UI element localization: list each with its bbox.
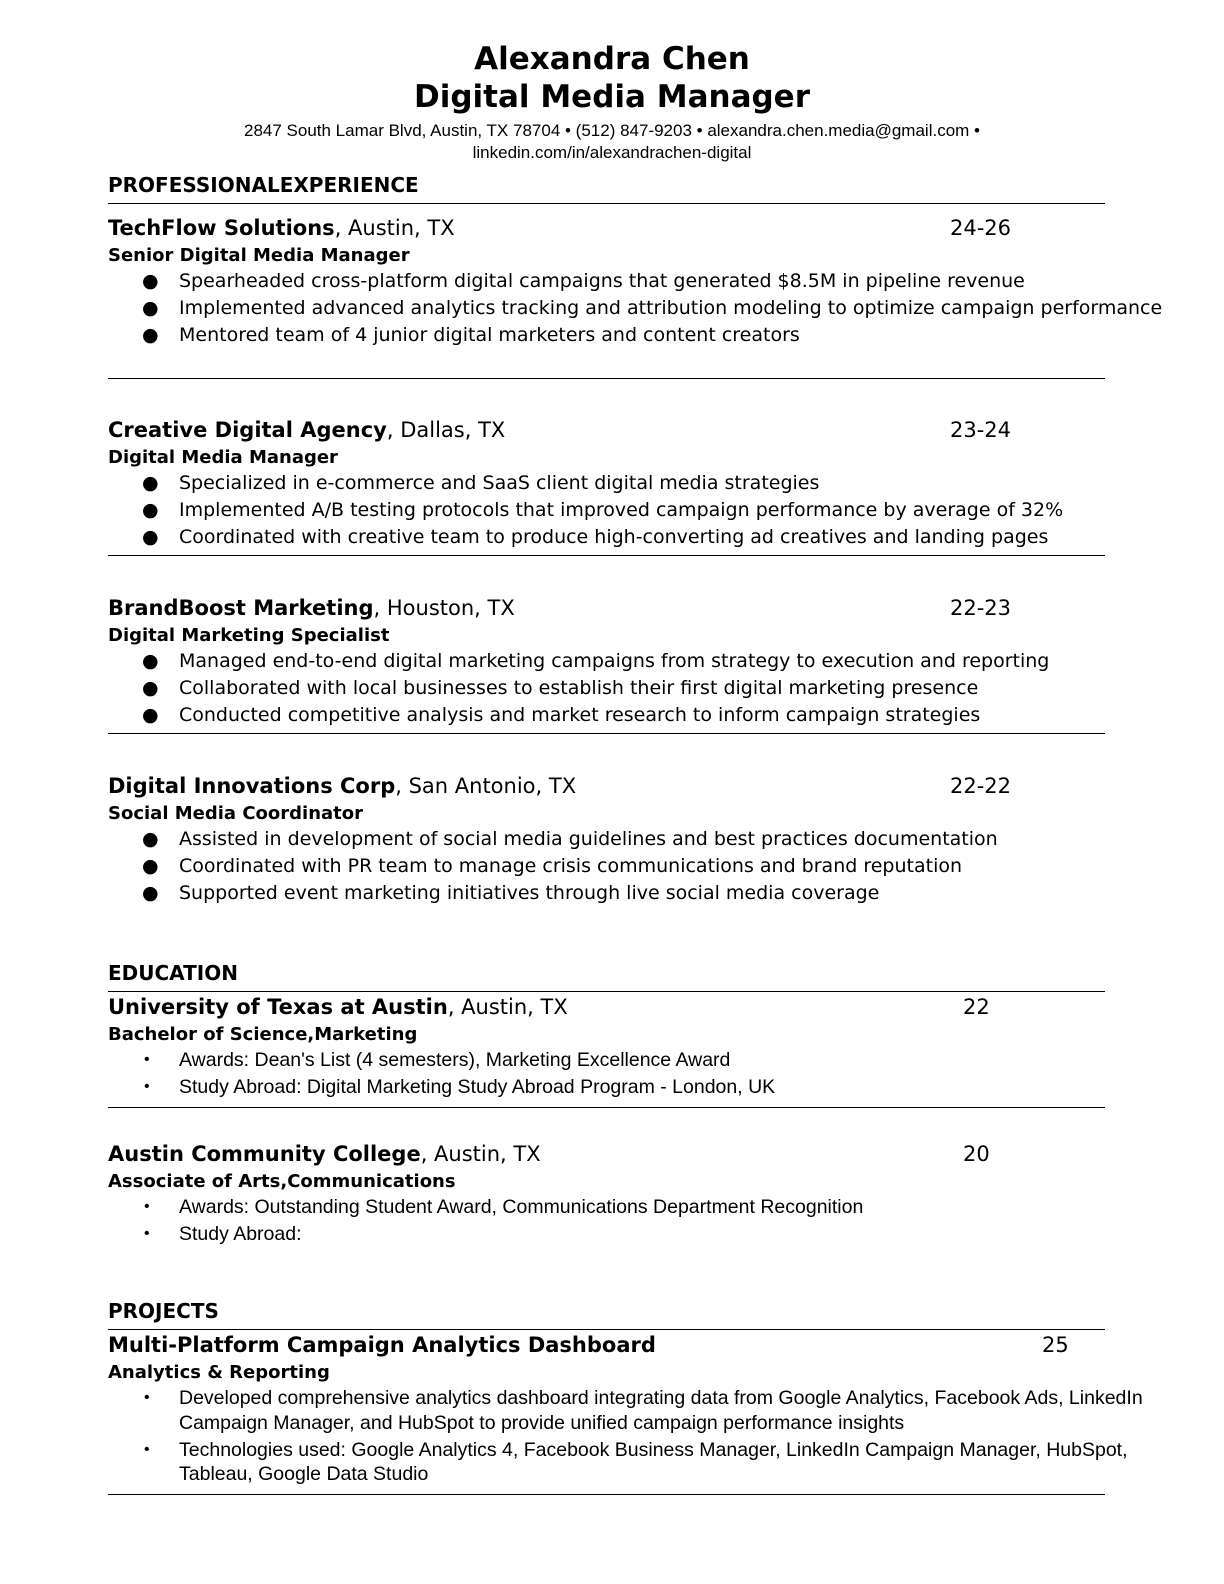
job-entry [108,214,1168,350]
bullet-icon: ● [142,297,159,319]
bullet-icon: • [144,1225,150,1242]
project-bullet: • Technologies used: Google Analytics 4, Facebook Business Manager, LinkedIn Campaign Manager, HubSpot, Tableau, Google Data Studio [144,1438,1128,1485]
project-name: Multi-Platform Campaign Analytics Dashboard [108,1333,656,1357]
graduation-year: 20 [963,1142,990,1166]
education-bullet: • Awards: Outstanding Student Award, Communications Department Recognition [144,1196,864,1218]
bullet-icon: ● [142,472,159,494]
job-entry [108,594,1168,730]
job-bullet: ● Implemented advanced analytics tracking and attribution modeling to optimize campaign performance [142,297,1163,319]
entry-divider [108,1107,1105,1108]
education-bullet: • Study Abroad: Digital Marketing Study Abroad Program - London, UK [144,1076,776,1098]
experience-heading-rule [108,203,1105,204]
job-entry [108,772,1168,908]
school-location: , Austin, TX [447,995,568,1019]
bullet-icon: ● [142,677,159,699]
job-dates: 22-23 [950,596,1012,620]
projects-heading: PROJECTS [108,1299,219,1323]
bullet-icon: ● [142,882,159,904]
bullet-icon: ● [142,650,159,672]
education-bullet-list [108,1048,1168,1100]
job-header [108,594,1168,622]
company-name: TechFlow Solutions [108,216,335,240]
company-name: Digital Innovations Corp [108,774,396,798]
bullet-icon: ● [142,855,159,877]
education-bullet-list [108,1195,1168,1247]
job-header [108,772,1168,800]
projects-heading-rule [108,1329,1105,1330]
job-bullet: ● Managed end-to-end digital marketing campaigns from strategy to execution and reporting [142,650,1050,672]
project-year: 25 [1042,1333,1069,1357]
job-bullet-list [108,269,1168,348]
bullet-icon: • [144,1389,150,1406]
education-heading: EDUCATION [108,961,238,985]
degree: Associate of Arts,Communications [108,1171,456,1192]
contact-info [0,120,1224,162]
entry-divider [108,378,1105,379]
project-bullet: • Developed comprehensive analytics dashboard integrating data from Google Analytics, Facebook Ads, LinkedIn Campaign Manager, and HubSpot to provide unified campaign performance insights [144,1387,1143,1434]
job-header [108,214,1168,242]
job-bullet: ● Specialized in e-commerce and SaaS client digital media strategies [142,472,820,494]
bullet-icon: • [144,1440,150,1458]
bullet-icon: • [144,1051,150,1068]
job-bullet-list [108,471,1168,550]
job-role: Social Media Coordinator [108,803,364,824]
entry-divider [108,733,1105,734]
entry-divider [108,1494,1105,1495]
candidate-title: Digital Media Manager [414,79,810,115]
job-bullet: ● Conducted competitive analysis and market research to inform campaign strategies [142,704,981,726]
job-dates: 24-26 [950,216,1012,240]
company-location: , Houston, TX [373,596,515,620]
job-dates: 23-24 [950,418,1012,442]
job-dates: 22-22 [950,774,1012,798]
school-name: Austin Community College [108,1142,421,1166]
experience-heading: PROFESSIONALEXPERIENCE [108,173,419,197]
contact-line-2: linkedin.com/in/alexandrachen-digital [472,143,752,162]
job-bullet: ● Mentored team of 4 junior digital marketers and content creators [142,324,800,346]
bullet-icon: ● [142,324,159,346]
company-location: , San Antonio, TX [395,774,577,798]
education-header [108,1140,1168,1168]
bullet-icon: ● [142,526,159,548]
bullet-icon: ● [142,270,159,292]
education-heading-rule [108,991,1105,992]
bullet-icon: • [144,1198,150,1215]
company-location: , Austin, TX [334,216,455,240]
job-bullet: ● Collaborated with local businesses to establish their first digital marketing presence [142,677,979,699]
entry-divider [108,555,1105,556]
project-header [108,1331,1168,1359]
job-bullet: ● Coordinated with PR team to manage crisis communications and brand reputation [142,855,963,877]
graduation-year: 22 [963,995,990,1019]
company-location: , Dallas, TX [386,418,506,442]
job-role: Digital Media Manager [108,447,338,468]
contact-line-1: 2847 South Lamar Blvd, Austin, TX 78704 • (512) 847-9203 • alexandra.chen.media@gmail.com • [243,121,980,140]
job-bullet-list [108,649,1168,728]
education-bullet: • Study Abroad: [144,1223,302,1245]
job-bullet: ● Supported event marketing initiatives through live social media coverage [142,882,880,904]
degree: Bachelor of Science,Marketing [108,1024,418,1045]
company-name: Creative Digital Agency [108,418,387,442]
candidate-name: Alexandra Chen [474,41,750,77]
job-bullet: ● Coordinated with creative team to produce high-converting ad creatives and landing pages [142,526,1049,548]
job-header [108,416,1168,444]
bullet-icon: ● [142,828,159,850]
project-entry [108,1331,1168,1489]
education-entry [108,993,1168,1102]
education-entry [108,1140,1168,1249]
job-bullet: ● Assisted in development of social media guidelines and best practices documentation [142,828,998,850]
bullet-icon: ● [142,704,159,726]
job-role: Digital Marketing Specialist [108,625,390,646]
school-location: , Austin, TX [420,1142,541,1166]
project-bullet-list [108,1386,1168,1487]
school-name: University of Texas at Austin [108,995,448,1019]
bullet-icon: • [144,1078,150,1095]
job-entry [108,416,1168,552]
company-name: BrandBoost Marketing [108,596,374,620]
education-header [108,993,1168,1021]
education-bullet: • Awards: Dean's List (4 semesters), Marketing Excellence Award [144,1049,731,1071]
job-bullet: ● Implemented A/B testing protocols that improved campaign performance by average of 32% [142,499,1064,521]
bullet-icon: ● [142,499,159,521]
job-bullet: ● Spearheaded cross-platform digital campaigns that generated $8.5M in pipeline revenue [142,270,1025,292]
project-category: Analytics & Reporting [108,1362,330,1383]
job-role: Senior Digital Media Manager [108,245,410,266]
job-bullet-list [108,827,1168,906]
resume-header [0,40,1224,162]
